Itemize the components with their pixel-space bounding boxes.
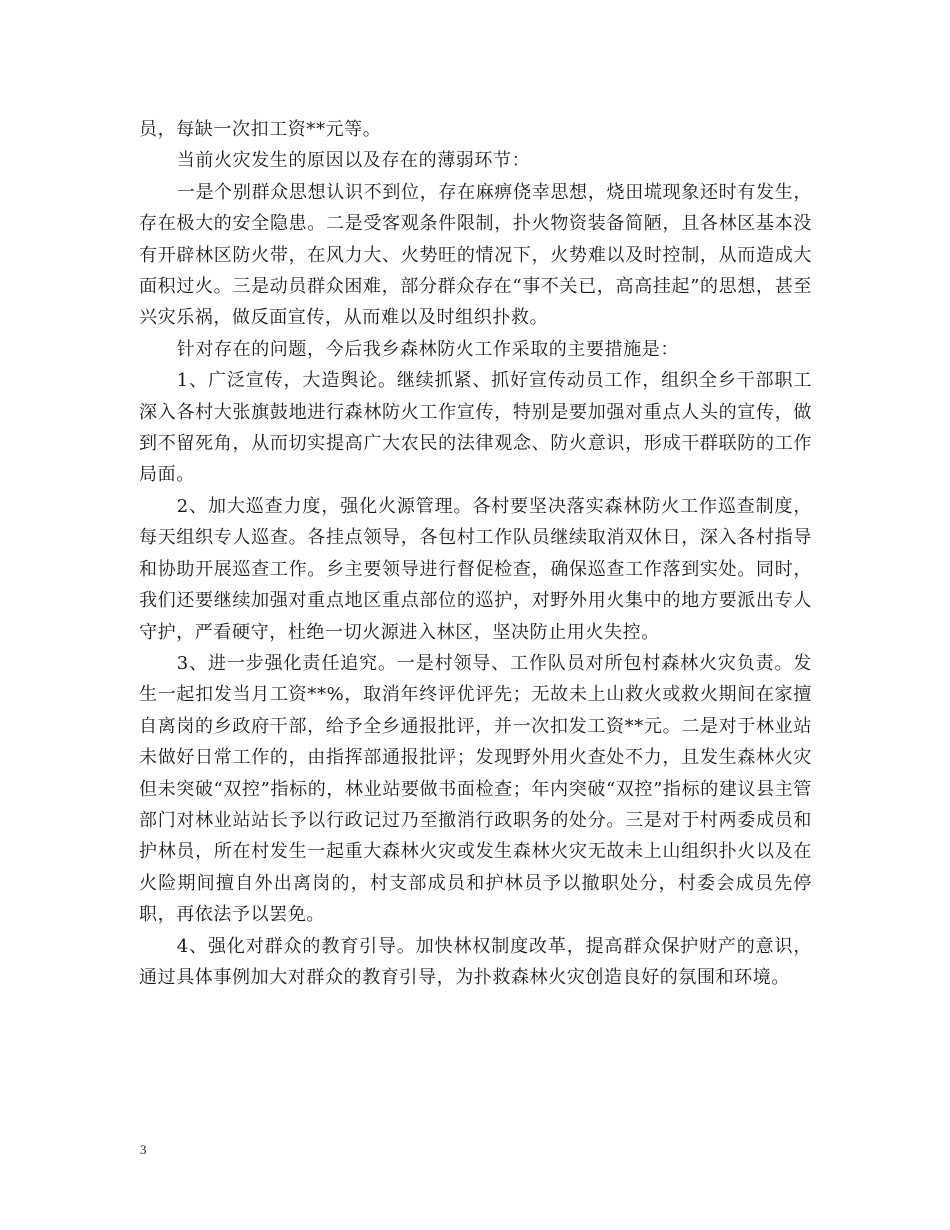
paragraph-measure-2: 2、加大巡查力度，强化火源管理。各村要坚决落实森林防火工作巡查制度，每天组织专人巡查。各挂点领导，各包村工作队员继续取消双休日，深入各村指导和协助开展巡查工作。乡主要领导进行督促检查，确保巡查工作落到实处。同时，我们还要继续加强对重点地区重点部位的巡护，对野外用火集中的地方要派出专人守护，严看硬守，杜绝一切火源进入林区，坚决防止用火失控。 [139,495,812,643]
paragraph-fire-causes: 一是个别群众思想认识不到位，存在麻痹侥幸思想，烧田塃现象还时有发生，存在极大的安全隐患。二是受客观条件限制，扑火物资装备简陋，且各林区基本没有开辟林区防火带，在风力大、火势旺的情况下，火势难以及时控制，从而造成大面积过火。三是动员群众困难，部分群众存在“事不关已，高高挂起”的思想，甚至兴灾乐祸，做反面宣传，从而难以及时组织扑救。 [139,181,812,329]
paragraph-measure-3: 3、进一步强化责任追究。一是村领导、工作队员对所包村森林火灾负责。发生一起扣发当月工资**%，取消年终评优评先；无故未上山救火或救火期间在家擅自离岗的乡政府干部，给予全乡通报批评，并一次扣发工资**元。二是对于林业站未做好日常工作的，由指挥部通报批评；发现野外用火查处不力，且发生森林火灾但未突破“双控”指标的，林业站要做书面检查；年内突破“双控”指标的建议县主管部门对林业站站长予以行政记过乃至撤消行政职务的处分。三是对于村两委成员和护林员，所在村发生一起重大森林火灾或发生森林火灾无故未上山组织扑火以及在火险期间擅自外出离岗的，村支部成员和护林员予以撤职处分，村委会成员先停职，再依法予以罢免。 [139,652,812,926]
paragraph-measures-heading: 针对存在的问题，今后我乡森林防火工作采取的主要措施是： [176,338,679,360]
paragraph-measure-1: 1、广泛宣传，大造舆论。继续抓紧、抓好宣传动员工作，组织全乡干部职工深入各村大张旗鼓地进行森林防火工作宣传，特别是要加强对重点人头的宣传，做到不留死角，从而切实提高广大农民的法律观念、防火意识，形成干群联防的工作局面。 [139,370,812,486]
document-body [139,114,812,993]
paragraph-continuation: 员，每缺一次扣工资**元等。 [139,119,382,140]
page-number: 3 [140,1142,147,1157]
paragraph-fire-causes-heading: 当前火灾发生的原因以及存在的薄弱环节： [176,150,531,172]
paragraph-measure-4: 4、强化对群众的教育引导。加快林权制度改革，提高群众保护财产的意识，通过具体事例加大对群众的教育引导，为扑救森林火灾创造良好的氛围和环境。 [139,935,812,988]
